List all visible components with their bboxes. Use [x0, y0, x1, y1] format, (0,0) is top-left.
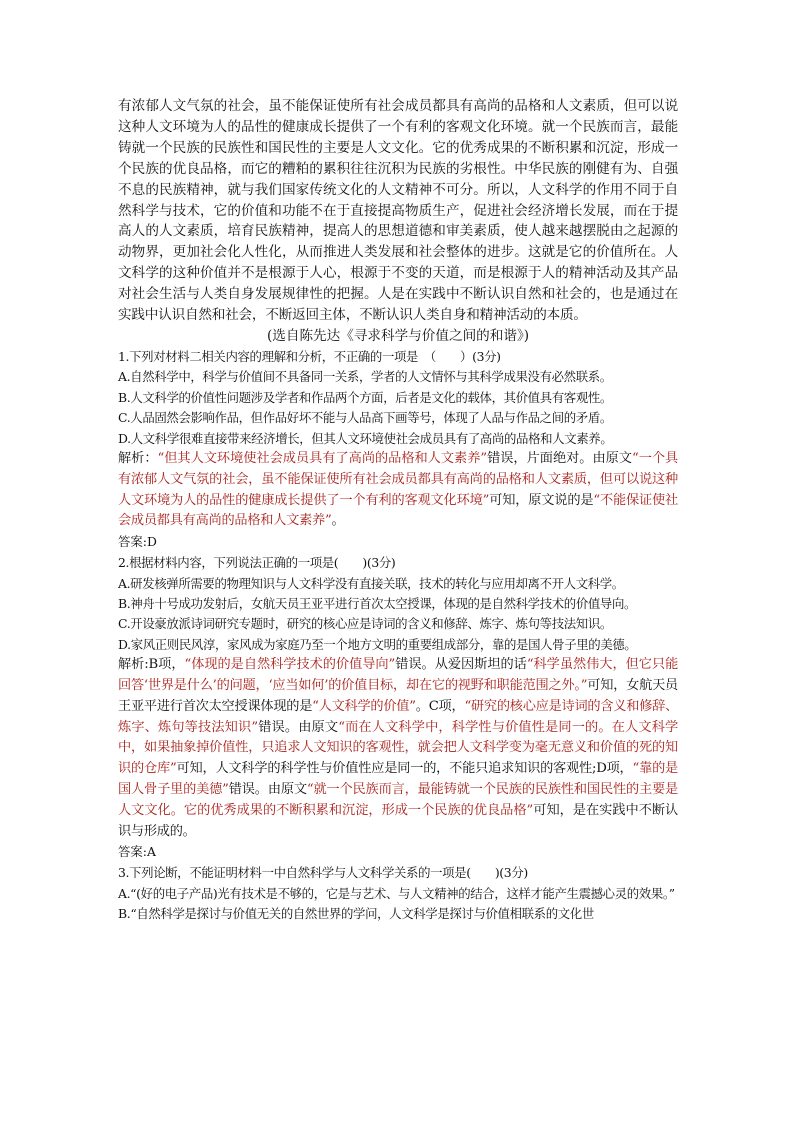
quote: “但其人文环境使社会成员具有了高尚的品格和人文素养”	[157, 451, 487, 466]
question-1-option-a: A.自然科学中，科学与价值间不具备同一关系，学者的人文情怀与其科学成果没有必然联系。	[118, 369, 612, 385]
analysis-text: 错误。由原文	[257, 719, 339, 735]
quote: “不能保证使社会成员都具有高尚的品格和人文素养”	[118, 492, 678, 529]
quote: “就一个民族而言，最能铸就一个民族的民族性和国民性的主要是人文文化。它的优秀成果的不断积累和沉淀，形成一个民族的优良品格”	[118, 782, 678, 818]
question-1-option-c: C.人品固然会影响作品，但作品好坏不能与人品高下画等号，体现了人品与作品之间的矛盾。	[118, 410, 612, 426]
question-3-option-a: A.“(好的电子产品)光有技术是不够的，它是与艺术、与人文精神的结合，这样才能产生震撼心灵的效果。”	[118, 885, 675, 901]
quote: “人文科学的价值”	[312, 698, 416, 714]
question-2-option-c: C.开设豪放派诗词研究专题时，研究的核心应是诗词的含义和修辞、炼字、炼句等技法知识。	[118, 616, 612, 632]
quote: “一个具有浓郁人文气氛的社会，虽不能保证使所有社会成员都具有高尚的品格和人文素质，但可以说这种人文环境为人的品性的健康成长提供了一个有利的客观文化环境”	[118, 451, 678, 508]
analysis-text: 。C项，	[415, 698, 465, 714]
analysis-text: 可知，是在实践中不断认识与形成的。	[118, 802, 678, 839]
analysis-text: 错误。从爱因斯坦的话	[395, 657, 527, 673]
question-2-option-d: D.家风正则民风淳，家风成为家庭乃至一个地方文明的重要组成部分，靠的是国人骨子里的美德。	[118, 636, 637, 652]
analysis-text: 可知，人文科学的科学性与价值性应是同一的，不能只追求知识的客观性;D项，	[176, 761, 633, 777]
passage-source: (选自陈先达《寻求科学与价值之间的和谐》)	[266, 327, 530, 344]
question-2-stem: 2.根据材料内容，下列说法正确的一项是( )(3分)	[118, 555, 396, 571]
question-1-answer: 答案:D	[118, 534, 157, 550]
quote: “靠的是国人骨子里的美德”	[118, 761, 678, 797]
question-2-analysis	[118, 655, 678, 842]
analysis-text: 可知，原文说的是	[489, 492, 594, 508]
document-page	[118, 96, 678, 925]
analysis-label: 解析：	[118, 451, 158, 466]
analysis-label: 解析:	[118, 657, 149, 673]
question-1	[118, 347, 678, 552]
question-2	[118, 553, 678, 862]
analysis-text: 错误，片面绝对。由原文	[486, 451, 632, 466]
question-3-option-b: B.“自然科学是探讨与价值无关的自然世界的学问，人文科学是探讨与价值相联系的文化世	[118, 906, 594, 922]
question-1-option-d: D.人文科学很难直接带来经济增长，但其人文环境使社会成员具有了高尚的品格和人文素养。	[118, 430, 613, 446]
passage-text: 有浓郁人文气氛的社会，虽不能保证使所有社会成员都具有高尚的品格和人文素质，但可以说这种人文环境为人的品性的健康成长提供了一个有利的客观文化环境。就一个民族而言，最能铸就一个民族的民族性和国民性的主要是人文文化。它的优秀成果的不断积累和沉淀，形成一个民族的优良品格，而它的糟粕的累积往往沉积为民族的劣根性。中华民族的刚健有为、自强不息的民族精神，就与我们国家传统文化的人文精神不可分。所以，人文科学的作用不同于自然科学与技术，它的价值和功能不在于直接提高物质生产，促进社会经济增长发展，而在于提高人的人文素质，培育民族精神，提高人的思想道德和审美素质，使人越来越摆脱由之起源的动物界，更加社会化人性化，从而推进人类发展和社会整体的进步。这就是它的价值所在。人文科学的这种价值并不是根源于人心，根源于不变的天道，而是根源于人的精神活动及其产品对社会生活与人类自身发展规律性的把握。人是在实践中不断认识自然和社会的，也是通过在实践中认识自然和社会，不断返回主体，不断认识人类自身和精神活动的本质。	[118, 98, 678, 324]
question-3	[118, 863, 678, 924]
quote: “研究的核心应是诗词的含义和修辞、炼字、炼句等技法知识”	[118, 698, 679, 735]
question-1-stem: 1.下列对材料二相关内容的理解和分析，不正确的一项是 （ ）(3分)	[118, 348, 501, 364]
question-2-option-a: A.研发核弹所需要的物理知识与人文科学没有直接关联，技术的转化与应用却离不开人文科学。	[118, 575, 624, 591]
question-2-option-b: B.神舟十号成功发射后，女航天员王亚平进行首次太空授课，体现的是自然科学技术的价值导向。	[118, 596, 637, 611]
quote: “而在人文科学中，科学性与价值性是同一的。在人文科学中，如果抽象掉价值性，只追求人文知识的客观性，就会把人文科学变为毫无意义和价值的死的知识的仓库”	[118, 719, 678, 777]
question-3-stem: 3.下列论断，不能证明材料一中自然科学与人文科学关系的一项是( )(3分)	[118, 865, 528, 881]
quote: “科学虽然伟大，但它只能回答‘世界是什么’的问题，‘应当如何’的价值目标，却在它的视野和职能范围之外。”	[118, 657, 679, 694]
question-1-option-b: B.人文科学的价值性问题涉及学者和作品两个方面，后者是文化的载体，其价值具有客观性。	[118, 389, 612, 405]
analysis-text: 错误。由原文	[228, 782, 307, 797]
analysis-text: B项，	[148, 657, 185, 673]
question-1-analysis	[118, 449, 678, 532]
analysis-text: 。	[331, 513, 345, 529]
quote: “体现的是自然科学技术的价值导向”	[184, 657, 396, 673]
analysis-text: 可知，女航天员王亚平进行首次太空授课体现的是	[118, 678, 678, 714]
question-2-answer: 答案:A	[118, 844, 156, 860]
